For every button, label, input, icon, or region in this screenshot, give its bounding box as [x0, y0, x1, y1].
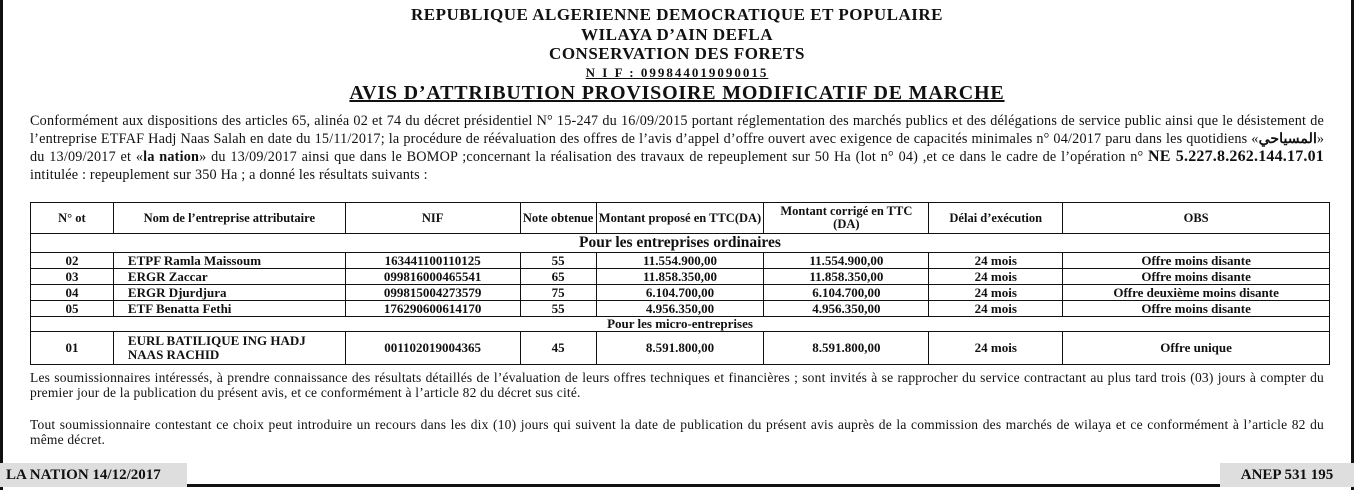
col-header-note: Note obtenue — [520, 203, 596, 234]
cell-obs: Offre deuxième moins disante — [1063, 285, 1330, 301]
table-header-row — [31, 203, 1330, 234]
col-header-corrected: Montant corrigé en TTC (DA) — [764, 203, 929, 234]
col-header-proposed: Montant proposé en TTC(DA) — [596, 203, 764, 234]
closing-paragraph-1: Les soumissionnaires intéressés, à prendre connaissance des résultats détaillés de l’évaluation de leurs offres techniques et financières ; sont invités à se rapprocher du service contractant au plus tard trois (03) jours à compter du premier jour de la publication du présent avis, et ce conformément à l’article 82 du décret sus cité. — [30, 370, 1324, 400]
cell-no: 03 — [31, 269, 114, 285]
table-row — [31, 253, 1330, 269]
results-table — [30, 202, 1330, 365]
operation-number: NE 5.227.8.262.144.17.01 — [1148, 148, 1324, 165]
cell-name: ETF Benatta Fethi — [113, 301, 345, 317]
cell-no: 05 — [31, 301, 114, 317]
cell-proposed: 11.554.900,00 — [596, 253, 764, 269]
table-row — [31, 301, 1330, 317]
cell-note: 65 — [520, 269, 596, 285]
table-row — [31, 269, 1330, 285]
section-row-micro — [31, 317, 1330, 332]
cell-nif: 163441100110125 — [345, 253, 520, 269]
cell-corrected: 11.858.350,00 — [764, 269, 929, 285]
newspaper-arabic: المسياحي — [1258, 131, 1317, 147]
intro-text-1: Conformément aux dispositions des articles 65, alinéa 02 et 74 du décret présidentiel N° 15-247 du 16/09/2015 portant réglementation des marchés publics et des délégations de service public ainsi que le désistement de l’entreprise ETFAF Hadj Naas Salah en date du 15/11/2017; la procédure de réévaluation des offres de l’avis d’appel d’offre ouvert avec exigence de capacités minimales n° 04/2017 paru dans les quotidiens « — [30, 113, 1324, 147]
cell-note: 75 — [520, 285, 596, 301]
cell-name: ERGR Djurdjura — [113, 285, 345, 301]
cell-note: 55 — [520, 253, 596, 269]
intro-text-4: intitulée : repeuplement sur 350 Ha ; a donné les résultats suivants : — [30, 167, 428, 183]
cell-proposed: 6.104.700,00 — [596, 285, 764, 301]
notice-title: AVIS D’ATTRIBUTION PROVISOIRE MODIFICATIF DE MARCHE — [349, 82, 1005, 104]
cell-delay: 24 mois — [929, 301, 1063, 317]
footer-publication-date: LA NATION 14/12/2017 — [0, 463, 187, 487]
cell-note: 45 — [520, 332, 596, 365]
header-line-1: REPUBLIQUE ALGERIENNE DEMOCRATIQUE ET POPULAIRE — [410, 5, 943, 24]
section-label-micro: Pour les micro-entreprises — [31, 317, 1330, 332]
cell-note: 55 — [520, 301, 596, 317]
col-header-delay: Délai d’exécution — [929, 203, 1063, 234]
cell-nif: 001102019004365 — [345, 332, 520, 365]
cell-proposed: 11.858.350,00 — [596, 269, 764, 285]
cell-no: 01 — [31, 332, 114, 365]
cell-delay: 24 mois — [929, 285, 1063, 301]
col-header-nif: NIF — [345, 203, 520, 234]
cell-no: 04 — [31, 285, 114, 301]
cell-obs: Offre moins disante — [1063, 301, 1330, 317]
intro-paragraph — [30, 112, 1324, 184]
cell-nif: 176290600614170 — [345, 301, 520, 317]
newspaper-la-nation: la nation — [143, 149, 200, 165]
footer-rule — [187, 484, 1220, 487]
cell-proposed: 8.591.800,00 — [596, 332, 764, 365]
section-label-ordinary: Pour les entreprises ordinaires — [31, 234, 1330, 253]
col-header-name: Nom de l’entreprise attributaire — [113, 203, 345, 234]
cell-no: 02 — [31, 253, 114, 269]
header-line-2: WILAYA D’AIN DEFLA — [581, 25, 773, 44]
cell-obs: Offre moins disante — [1063, 269, 1330, 285]
cell-proposed: 4.956.350,00 — [596, 301, 764, 317]
cell-obs: Offre unique — [1063, 332, 1330, 365]
table-row — [31, 285, 1330, 301]
cell-nif: 099816000465541 — [345, 269, 520, 285]
cell-delay: 24 mois — [929, 253, 1063, 269]
cell-name: EURL BATILIQUE ING HADJ NAAS RACHID — [113, 332, 345, 365]
intro-text-3: » du 13/09/2017 ainsi que dans le BOMOP ;concernant la réalisation des travaux de repeuplement sur 50 Ha (lot n° 04) ,et ce dans le cadre de l’opération n° — [199, 149, 1149, 165]
section-row-ordinary — [31, 234, 1330, 253]
closing-paragraph-2: Tout soumissionnaire contestant ce choix peut introduire un recours dans les dix (10) jours qui suivent la date de publication du présent avis auprès de la commission des marchés de wilaya et ce conformément à l’article 82 du même décret. — [30, 417, 1324, 447]
cell-corrected: 8.591.800,00 — [764, 332, 929, 365]
cell-corrected: 4.956.350,00 — [764, 301, 929, 317]
footer-anep-reference: ANEP 531 195 — [1220, 463, 1354, 487]
table-row — [31, 332, 1330, 365]
header-line-3: CONSERVATION DES FORETS — [549, 44, 805, 63]
cell-delay: 24 mois — [929, 332, 1063, 365]
cell-corrected: 11.554.900,00 — [764, 253, 929, 269]
cell-delay: 24 mois — [929, 269, 1063, 285]
cell-name: ETPF Ramla Maissoum — [113, 253, 345, 269]
intro-text-2: » du 13/09/2017 et « — [30, 131, 1324, 165]
col-header-obs: OBS — [1063, 203, 1330, 234]
cell-obs: Offre moins disante — [1063, 253, 1330, 269]
cell-name: ERGR Zaccar — [113, 269, 345, 285]
cell-corrected: 6.104.700,00 — [764, 285, 929, 301]
cell-nif: 099815004273579 — [345, 285, 520, 301]
nif-line: N I F : 099844019090015 — [585, 65, 769, 80]
col-header-no: N° ot — [31, 203, 114, 234]
